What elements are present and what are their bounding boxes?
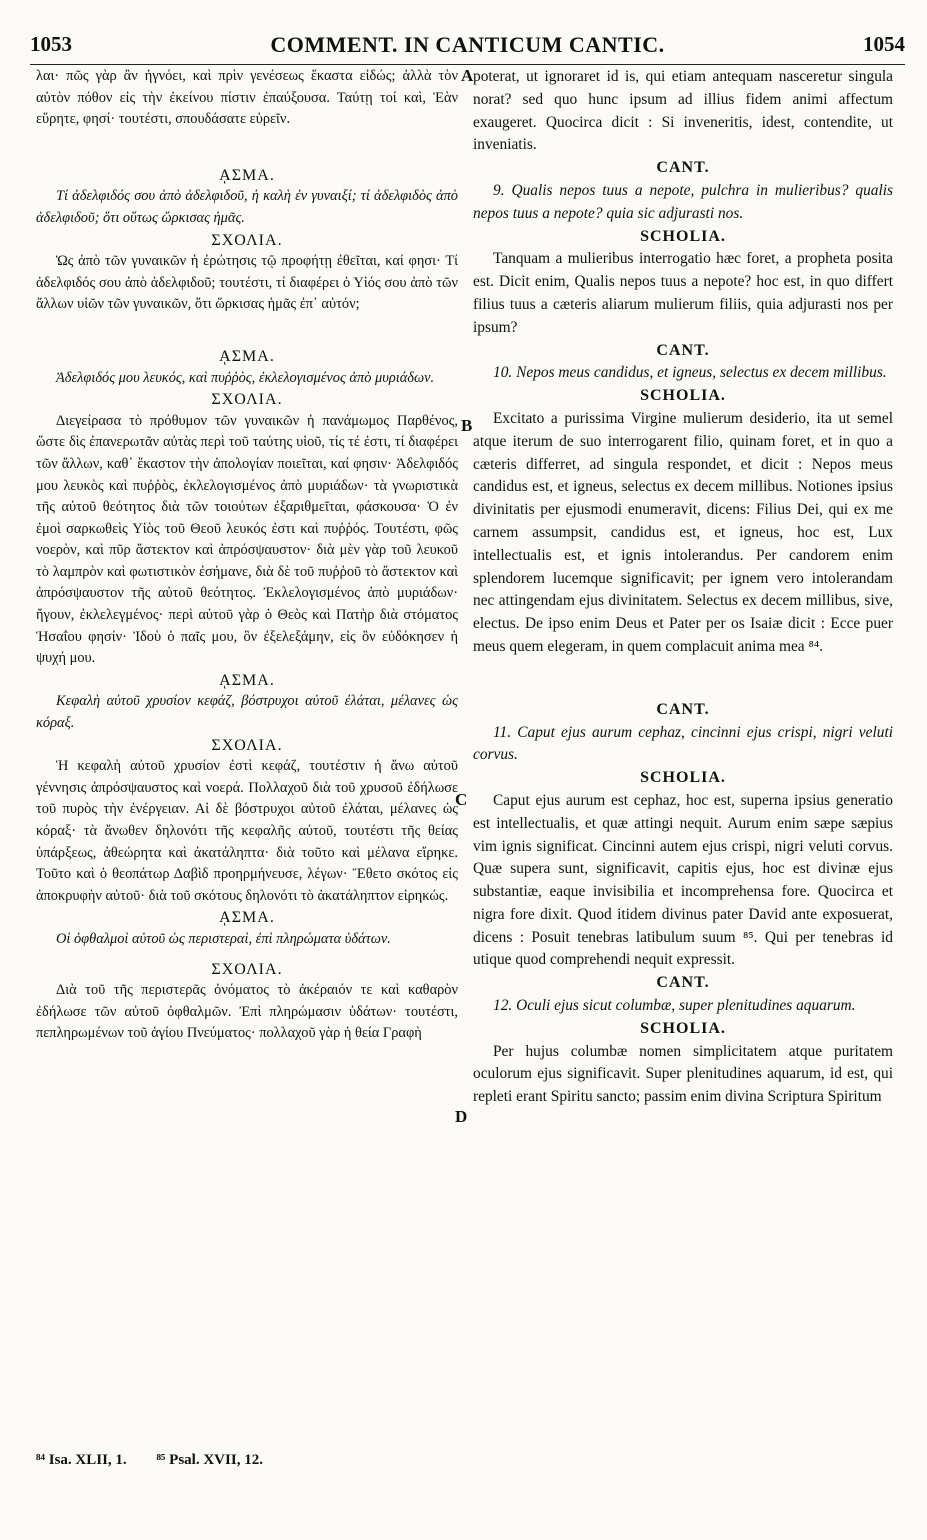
page-header [30,30,905,65]
greek-song-verse: Κεφαλὴ αὐτοῦ χρυσίον κεφάζ, βόστρυχοι αὐτοῦ ἐλάται, μέλανες ὡς κόραξ. [36,693,458,732]
latin-column [473,66,893,1109]
footnote: ⁸⁴ Isa. XLII, 1. [36,1452,127,1468]
section-marker-a: A [461,66,474,85]
latin-scholia-heading: SCHOLIA. [640,769,726,787]
latin-cant-heading: CANT. [656,341,710,359]
greek-scholia-text: Διεγείρασα τὸ πρόθυμον τῶν γυναικῶν ἡ πανάμωμος Παρθένος, ὥστε δὶς ἐπανερωτᾶν αὐτὰς περὶ τοῦ ταύτης υἱοῦ, τίς τέ ἐστι, τί διαφέρει τῶν ἄλλων, καθ᾽ ἕκαστον τὴν ἀπολογίαν ποιεῖται, καί φησιν· Ἀδελφιδός μου λευκὸς καὶ πυῤῥὸς, ἐκλελογισμένος ἀπὸ μυριάδων· τὰ γνωριστικὰ τῆς αὐτοῦ θεότητος διὰ τῶν τοιούτων ἐξαριθμεῖται, φάσκουσα· Ὁ ἐν ἐμοὶ σαρκωθεὶς Υἱὸς τοῦ Θεοῦ λευκός ἐστι καὶ πυῤῥός. Τουτέστι, φῶς νοερὸν, καὶ πῦρ ἄστεκτον καὶ ἀπρόσψαυστον· διὰ μὲν γὰρ τοῦ λευκοῦ τὸ λαμπρὸν καὶ φωτιστικὸν ἐσήμανε, διὰ δὲ τοῦ πυῤῥοῦ τὸ ἄστεκτον καὶ ἀπρόσψαυστον τῆς αὐτοῦ θεότητος. Ἐκλελογισμένος ἀπὸ μυριάδων· ἤγουν, ἐκλελεγμένος· περὶ αὐτοῦ γὰρ ὁ Θεὸς καὶ Πατὴρ διὰ στόματος Ἡσαΐου φησίν· Ἰδοὺ ὁ παῖς μου, ὃν ἐξελεξάμην, εἰς ὃν εὐδόκησεν ἡ ψυχή μου. [36,412,458,667]
section-marker-b: B [461,416,473,435]
greek-scholia-text: Ἡ κεφαλὴ αὐτοῦ χρυσίον ἐστὶ κεφάζ, τουτέστιν ἡ ἄνω αὐτοῦ γέννησις ἀπρόσψαυστος καὶ νοερά. Πολλαχοῦ διὰ τοῦ χρυσοῦ ἐδήλωσε τοῦ πυρὸς τὴν ἐνέργειαν. Αἱ δὲ βόστρυχοι αὐτοῦ ἐλάται, μέλανες ὡς κόραξ· τὰ ἄνωθεν δηλονότι τῆς κεφαλῆς αὐτοῦ, τουτέστι τῆς θείας ὑπάρξεως, ἀθεώρητα καὶ ἀκατάληπτα· διὰ τοῦτο καὶ μέλανα εἴρηκε. Τοῦτο καὶ ὁ θεοπάτωρ Δαβὶδ προηρμήνευσε, λέγων· Ἔθετο σκότος εἰς ἀποκρυφὴν αὐτοῦ· διὰ τοῦ σκότους δηλονότι τὸ ἀκατάληπτον εἰρηκώς. [36,758,458,904]
greek-song-verse: Οἱ ὀφθαλμοὶ αὐτοῦ ὡς περιστεραὶ, ἐπὶ πληρώματα ὑδάτων. [56,930,391,947]
greek-scholia-heading: ΣΧΟΛΙΑ. [211,736,283,754]
greek-song-heading: ᾼΣΜΑ. [219,347,275,365]
latin-cant-verse: 12. Oculi ejus sicut columbæ, super plenitudines aquarum. [493,997,856,1015]
page-number-left: 1053 [30,32,72,56]
footnotes [36,1452,456,1469]
greek-scholia-heading: ΣΧΟΛΙΑ. [211,231,283,249]
greek-scholia-heading: ΣΧΟΛΙΑ. [211,960,283,978]
page-number-right: 1054 [863,32,905,56]
latin-cant-heading: CANT. [656,700,710,718]
latin-cant-verse: 11. Caput ejus aurum cephaz, cincinni ejus crispi, nigri veluti corvus. [473,723,893,764]
latin-cant-verse: 9. Qualis nepos tuus a nepote, pulchra in mulieribus? qualis nepos tuus a nepote? quia sic adjurasti nos. [473,181,893,222]
greek-song-heading: ᾼΣΜΑ. [219,671,275,689]
section-marker-c: C [455,790,468,809]
greek-column [36,66,458,1045]
latin-scholia-text: Per hujus columbæ nomen simplicitatem atque puritatem oculorum ejus significavit. Super plenitudines aquarum, id est, qui repleti erant Spiritu sancto; passim enim divina Scriptura Spiritum [473,1042,893,1106]
greek-intro: λαι· πῶς γὰρ ἂν ἠγνόει, καὶ πρὶν γενέσεως ἕκαστα εἰδώς; ἀλλὰ τὸν αὐτὸν πόθον εἰς τὴν ἐκείνου πίστιν ἐπαύξουσα. Ταύτῃ τοί καὶ, Ἐὰν εὕρητε, φησί· τουτέστι, σπουδάσατε εὑρεῖν. [36,68,458,128]
latin-scholia-heading: SCHOLIA. [640,387,726,405]
latin-scholia-text: Excitato a purissima Virgine mulierum desiderio, ita ut semel atque iterum de suo interrogarent filio, quinam foret, et in quo a cæteris differret, ad singula respondet, et dicit : Nepos meus candidus est, et igneus, selectus ex decem millibus. Notiones ipsius divinitatis per ejusmodi enumeravit, dicens: Filius Dei, qui ex me carnem assumpsit, candidus est, et igneus, hoc est, Lux intellectualis est, et ignis intolerandus. Per candorem enim splendorem lucemque significavit; per ignem vero intolerandam nec attingendam ejus divinitatem. Selectus ex decem millibus, sive, electus. De ipso enim Deus et Pater per os Isaiæ dicit : Ecce puer meus quem elegeram, in quem complacuit anima mea ⁸⁴. [473,409,893,655]
running-title: COMMENT. IN CANTICUM CANTIC. [270,32,665,57]
latin-cant-heading: CANT. [656,974,710,992]
greek-song-heading: ᾼΣΜΑ. [219,909,275,927]
latin-cant-heading: CANT. [656,159,710,177]
latin-scholia-text: Caput ejus aurum est cephaz, hoc est, superna ipsius generatio est intellectualis, et quæ attingi nequit. Aurum enim sæpe sæpius vim ignis significat. Cincinni autem ejus crispi, nigri veluti corvus. Quæ supera sunt, significavit, capitis ejus, hoc est divinæ ejus substantiæ, eaque invisibilia et incomprehensa fore. Quocirca et nigra fore dixit. Quod itidem divinus pater David ante exposuerat, dicens : Posuit tenebras latibulum suum ⁸⁵. Qui per tenebras id utique quod comprehendi nequit expressit. [473,791,893,969]
latin-intro: poterat, ut ignoraret id is, qui etiam antequam nasceretur singula norat? sed quo hunc ipsum ad illius fidem animi affectum exaugeret. Quocirca dicit : Si inveneritis, idest, contendite, ut inveniatis. [473,68,893,154]
latin-scholia-heading: SCHOLIA. [640,227,726,245]
greek-scholia-text: Διὰ τοῦ τῆς περιστερᾶς ὀνόματος τὸ ἀκέραιόν τε καὶ καθαρὸν ἐδήλωσε τῶν αὐτοῦ ὀφθαλμῶν. Ἐπὶ πληρώμασιν ὑδάτων· τουτέστι, πεπληρωμένων τοῦ ἁγίου Πνεύματος· πολλαχοῦ γὰρ ἡ θεία Γραφὴ [36,982,458,1042]
latin-cant-verse: 10. Nepos meus candidus, et igneus, selectus ex decem millibus. [493,364,887,382]
greek-song-heading: ᾼΣΜΑ. [219,166,275,184]
greek-song-verse: Ἀδελφιδός μου λευκός, καὶ πυῤῥὸς, ἐκλελογισμένος ἀπὸ μυριάδων. [56,369,435,386]
footnote: ⁸⁵ Psal. XVII, 12. [156,1452,263,1468]
greek-song-verse: Τί ἀδελφιδός σου ἀπὸ ἀδελφιδοῦ, ἡ καλὴ ἐν γυναιξί; τί ἀδελφιδὸς ἀπὸ ἀδελφιδοῦ; ὅτι οὕτως ὥρκισας ἡμᾶς. [36,188,458,226]
greek-scholia-text: Ὡς ἀπὸ τῶν γυναικῶν ἡ ἐρώτησις τῷ προφήτῃ ἐθεῖται, καί φησι· Τί ἀδελφιδός σου ἀπὸ ἀδελφιδοῦ; τουτέστι, τί διαφέρει ὁ Υἱός σου ἀπὸ τῶν ἄλλων υἱῶν τῶν γυναικῶν, ὅτι ὥρκισας ἡμᾶς ἐπ᾽ αὐτόν; [36,253,458,313]
latin-scholia-text: Tanquam a mulieribus interrogatio hæc foret, a propheta posita est. Dicit enim, Qualis nepos tuus a nepote? hoc est, in quo differt filius tuus a cæteris aliarum mulierum filiis, quia adjurasti nos per ipsum? [473,250,893,336]
latin-scholia-heading: SCHOLIA. [640,1019,726,1037]
section-marker-d: D [455,1107,468,1126]
greek-scholia-heading: ΣΧΟΛΙΑ. [211,391,283,409]
